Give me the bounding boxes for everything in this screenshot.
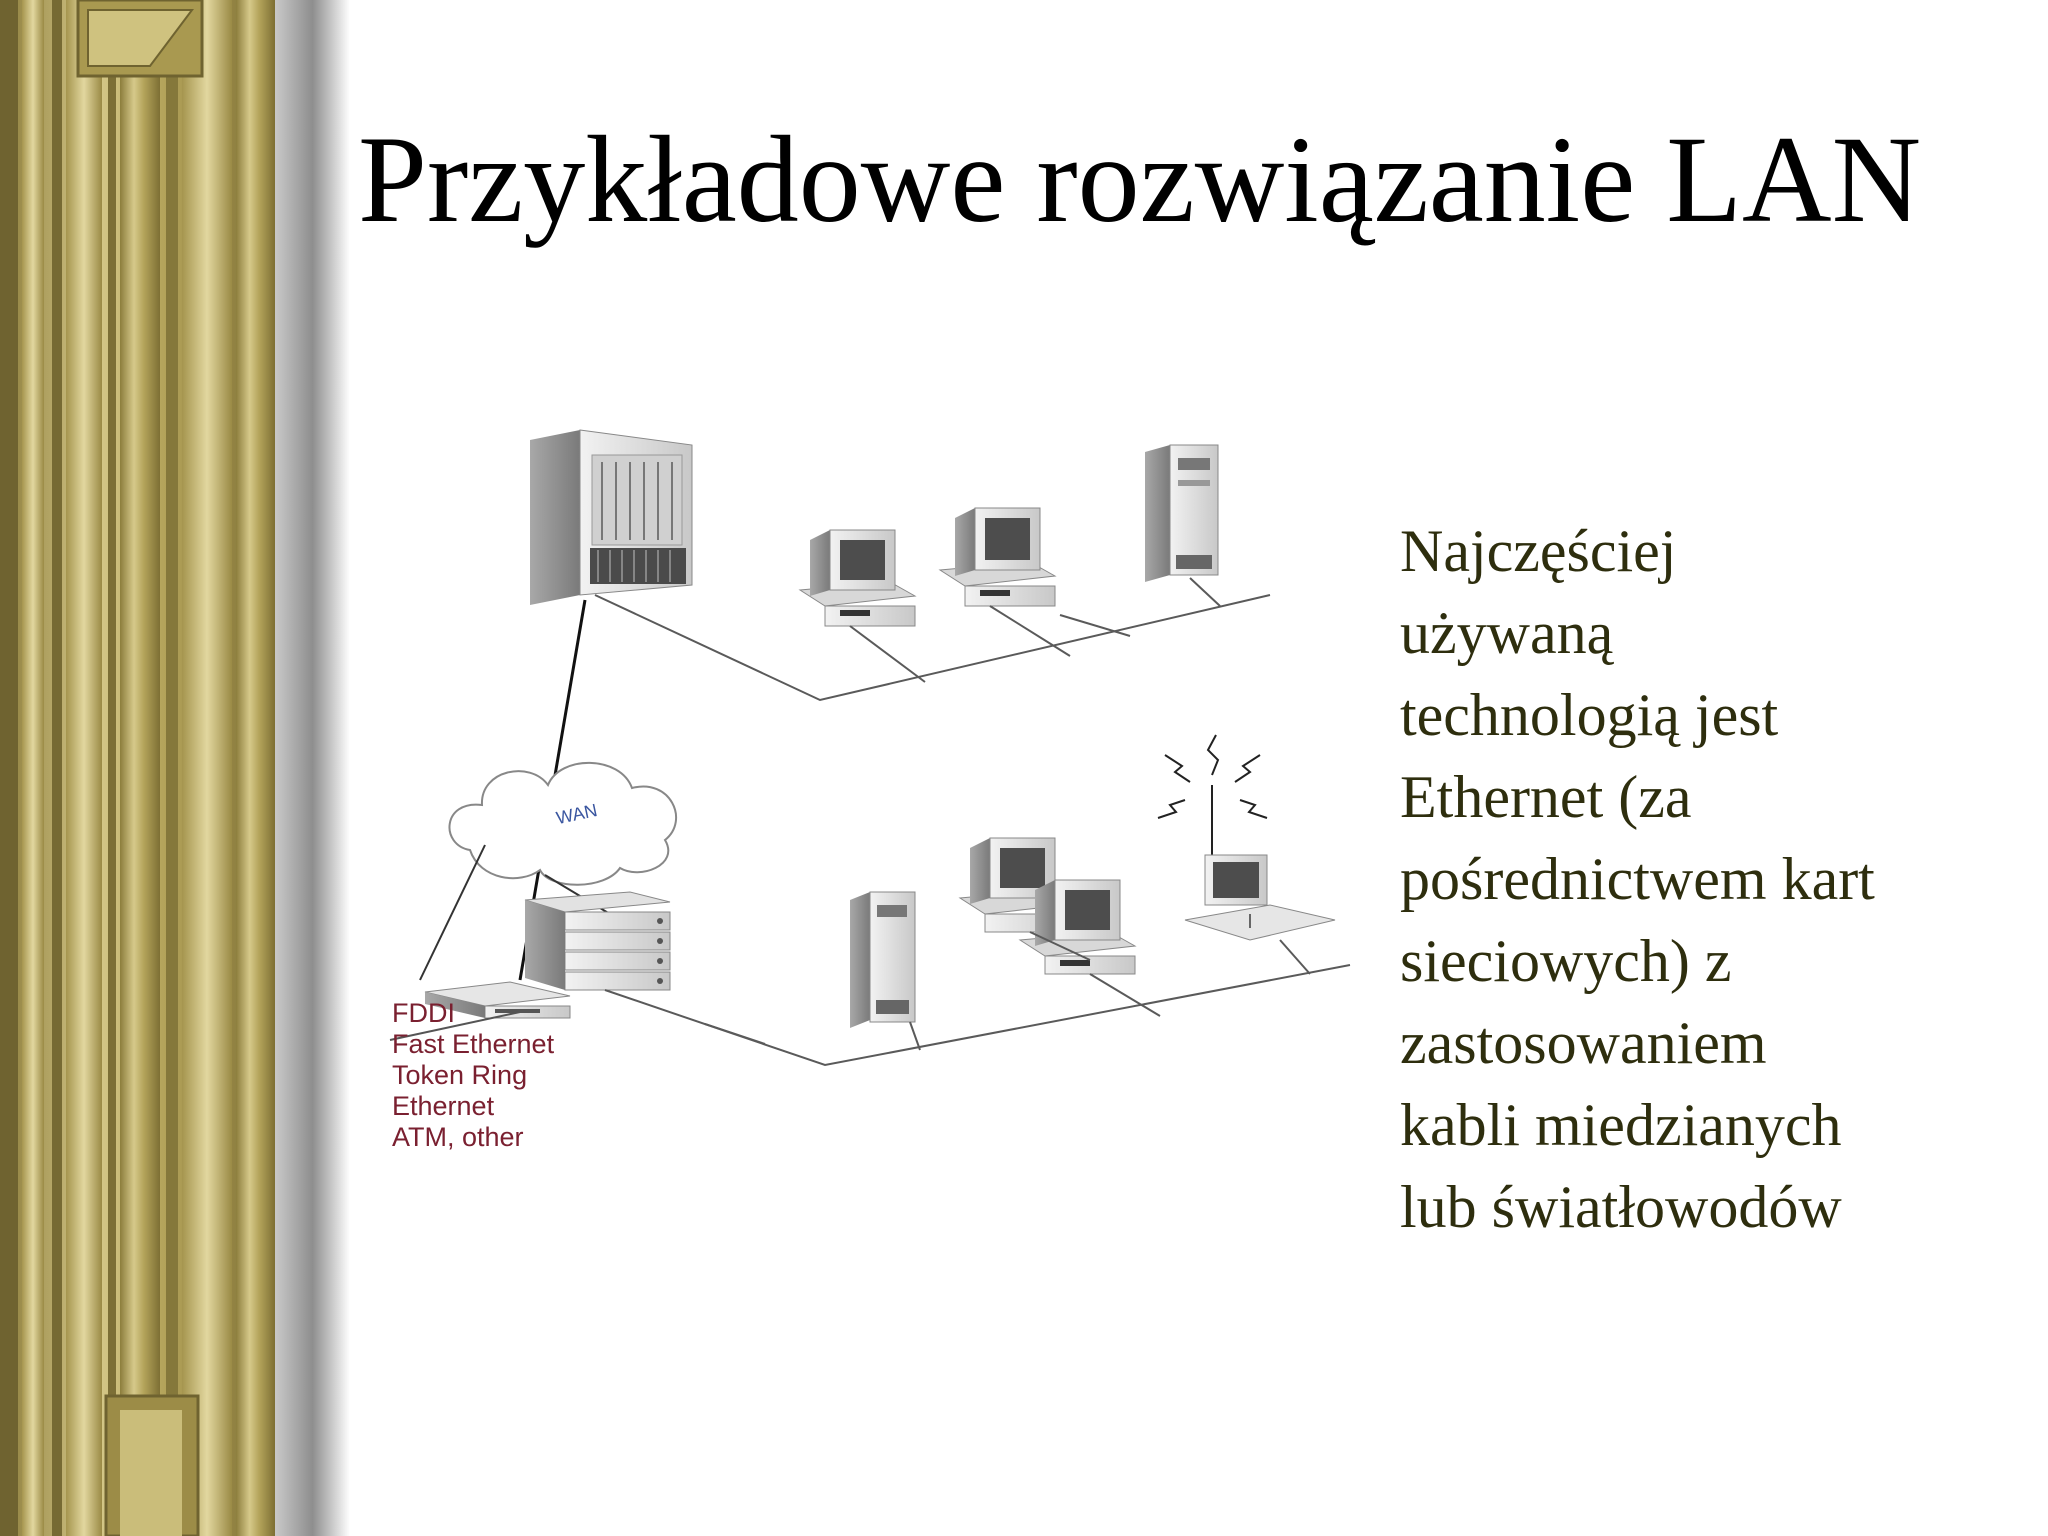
- wan-cloud-icon: [449, 763, 676, 885]
- desktop-computer-icon: [940, 508, 1055, 606]
- desktop-computer-icon: [1020, 880, 1135, 974]
- protocol-label: Fast Ethernet: [392, 1029, 555, 1059]
- desktop-computer-icon: [800, 530, 915, 626]
- protocol-label: Token Ring: [392, 1060, 528, 1090]
- protocol-label: ATM, other: [392, 1122, 524, 1152]
- server-tower-icon: [530, 430, 692, 605]
- server-tower-icon: [1145, 445, 1218, 582]
- body-line: pośrednictwem kart: [1400, 846, 1875, 912]
- sidebar-pattern-icon: [0, 0, 350, 1536]
- network-diagram: [370, 400, 1360, 1180]
- body-line: zastosowaniem: [1400, 1010, 1767, 1076]
- protocol-label: Ethernet: [392, 1091, 495, 1121]
- laptop-icon: [1185, 855, 1335, 940]
- body-line: Ethernet (za: [1400, 764, 1692, 830]
- protocol-label: FDDI: [392, 998, 455, 1028]
- router-stack-icon: [525, 892, 670, 990]
- body-line: kabli miedzianych: [1400, 1092, 1842, 1158]
- body-line: sieciowych) z: [1400, 928, 1732, 994]
- server-tower-icon: [850, 892, 915, 1028]
- wireless-antenna-icon: [1158, 735, 1267, 855]
- slide-body-text: [1400, 510, 2020, 1248]
- body-line: Najczęściej: [1400, 518, 1677, 584]
- wan-cloud-label: WAN: [554, 800, 600, 829]
- body-line: technologią jest: [1400, 682, 1779, 748]
- body-line: lub światłowodów: [1400, 1174, 1842, 1240]
- decorative-sidebar: [0, 0, 350, 1536]
- slide-title: Przykładowe rozwiązanie LAN: [358, 111, 1922, 248]
- body-line: używaną: [1400, 600, 1614, 666]
